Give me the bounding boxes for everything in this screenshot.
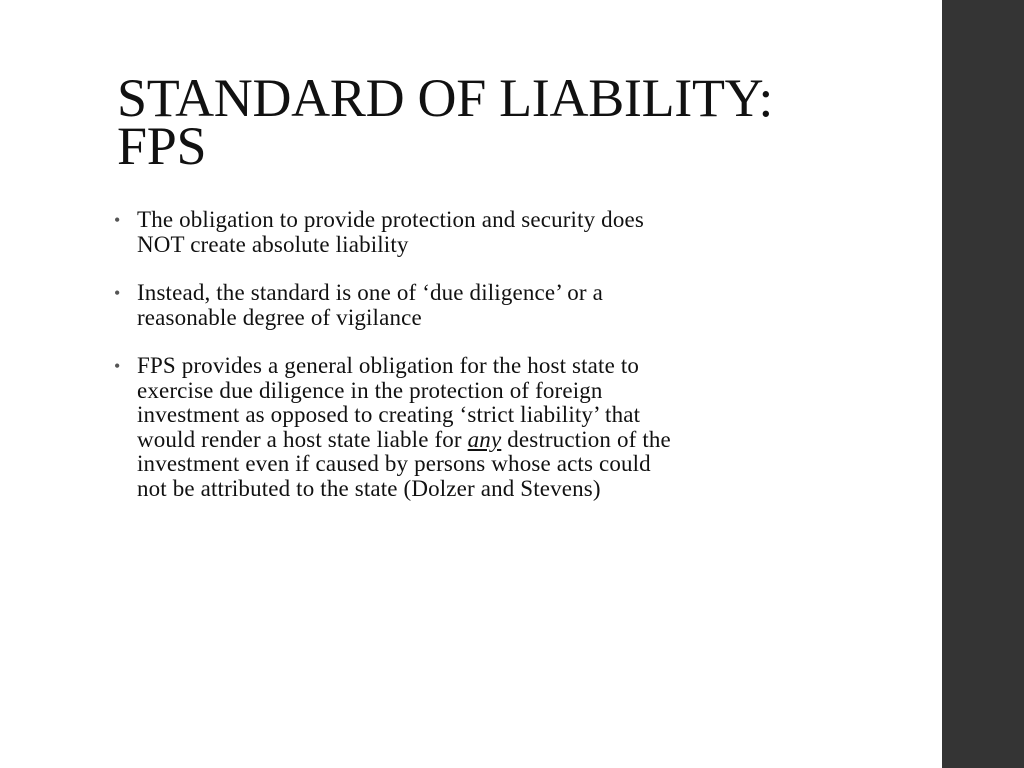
text-line: FPS provides a general obligation for the host state to <box>137 353 640 378</box>
emphasized-word: any <box>467 426 502 452</box>
text-line: Instead, the standard is one of ‘due diligence’ or a <box>137 280 603 305</box>
bullet-item <box>113 208 833 257</box>
title-line: STANDARD OF LIABILITY: <box>117 68 774 128</box>
text-line: investment as opposed to creating ‘strict liability’ that <box>137 402 641 427</box>
text-line: exercise due diligence in the protection of foreign <box>137 377 603 403</box>
bullet-text <box>137 208 833 257</box>
text-segment: destruction of the <box>501 426 671 452</box>
title-line: FPS <box>117 116 207 176</box>
text-line: investment even if caused by persons whose acts could <box>137 451 651 476</box>
bullet-item <box>113 354 833 501</box>
text-line: reasonable degree of vigilance <box>137 304 422 330</box>
text-line <box>137 428 833 453</box>
text-segment: would render a host state liable for <box>137 426 468 452</box>
text-line: The obligation to provide protection and security does <box>137 207 644 232</box>
bullet-list <box>113 208 833 525</box>
bullet-dot-icon: • <box>114 356 121 376</box>
text-line: not be attributed to the state (Dolzer and Stevens) <box>137 475 601 501</box>
text-line: NOT create absolute liability <box>137 231 409 257</box>
bullet-dot-icon: • <box>114 283 121 303</box>
bullet-dot-icon: • <box>114 210 121 230</box>
bullet-item <box>113 281 833 330</box>
slide-title <box>117 68 917 176</box>
side-accent-bar <box>942 0 1024 768</box>
bullet-text <box>137 281 833 330</box>
bullet-text <box>137 354 833 501</box>
